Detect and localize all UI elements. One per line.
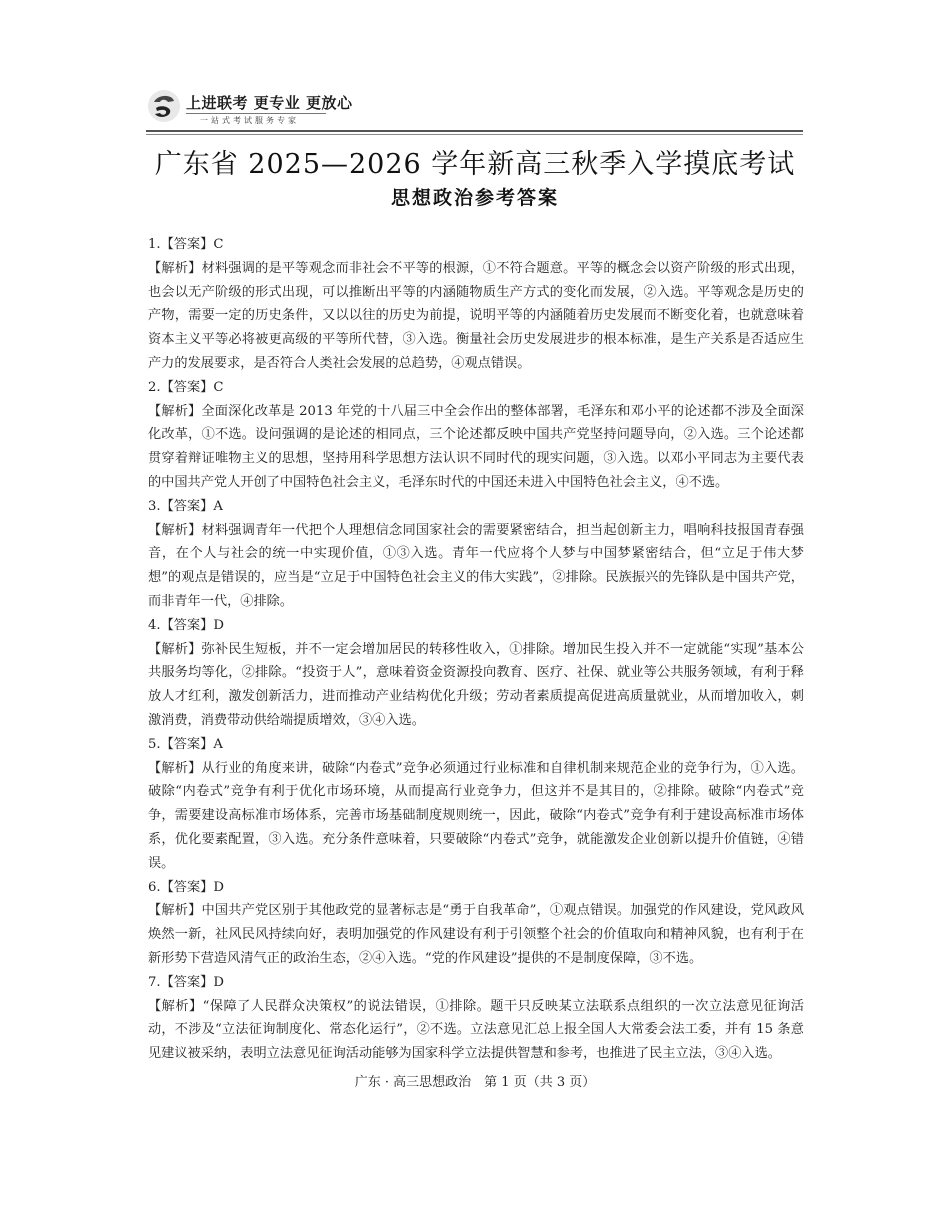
answer-key: 3.【答案】A (148, 498, 223, 514)
publisher-logo (146, 88, 466, 130)
answer-key: 6.【答案】D (148, 879, 224, 895)
answer-item-3 (148, 495, 804, 614)
header-rule (146, 130, 803, 132)
answer-analysis: 【解析】材料强调青年一代把个人理想信念同国家社会的需要紧密结合，担当起创新主力，唱响科技报国青春强音，在个人与社会的统一中实现价值，①③入选。青年一代应将个人梦与中国梦紧密结合，但“立足于伟大梦想”的观点是错误的，应当是“立足于中国特色社会主义的伟大实践”，②排除。民族振兴的先锋队是中国共产党，而非青年一代，④排除。 (148, 522, 804, 609)
answer-key: 1.【答案】C (148, 237, 224, 252)
publisher-tagline: 一站式考试服务专家 (200, 116, 299, 125)
answer-key: 4.【答案】D (148, 617, 224, 633)
answer-analysis: 【解析】“保障了人民群众决策权”的说法错误，①排除。题干只反映某立法联系点组织的一次立法意见征询活动，不涉及“立法征询制度化、常态化运行”，②不选。立法意见汇总上报全国人大常委会法工委，并有 15 条意见建议被采纳，表明立法意见征询活动能够为国家科学立法提供智慧和参考，也推进了民主立法，③④入选。 (148, 998, 804, 1062)
answer-analysis: 【解析】从行业的角度来讲，破除“内卷式”竞争必须通过行业标准和自律机制来规范企业的竞争行为，①入选。破除“内卷式”竞争有利于优化市场环境，从而提高行业竞争力，但这并不是其目的，②排除。破除“内卷式”竞争，需要建设高标准市场体系，完善市场基础制度规则统一，因此，破除“内卷式”竞争有利于建设高标准市场体系，优化要素配置，③入选。充分条件意味着，只要破除“内卷式”竞争，就能激发企业创新以提升价值链，④错误。 (148, 760, 804, 871)
answer-item-4 (148, 614, 804, 733)
answer-key: 5.【答案】A (148, 736, 223, 752)
answer-item-2 (148, 376, 804, 495)
exam-title: 广东省 2025—2026 学年新高三秋季入学摸底考试 (154, 149, 796, 180)
exam-subtitle: 思想政治参考答案 (390, 187, 559, 209)
answer-item-5 (148, 733, 804, 876)
answer-item-7 (148, 971, 804, 1066)
answer-key: 2.【答案】C (148, 379, 224, 395)
answer-analysis: 【解析】全面深化改革是 2013 年党的十八届三中全会作出的整体部署，毛泽东和邓小平的论述都不涉及全面深化改革，①不选。设问强调的是论述的相同点，三个论述都反映中国共产党坚持问题导向，②入选。三个论述都贯穿着辩证唯物主义的思想，坚持用科学思想方法认识不同时代的现实问题，③入选。以邓小平同志为主要代表的中国共产党人开创了中国特色社会主义，毛泽东时代的中国还未进入中国特色社会主义，④不选。 (148, 403, 804, 490)
page-footer: 广东 · 高三思想政治 第 1 页（共 3 页） (354, 1075, 596, 1090)
answer-list (148, 233, 804, 1066)
header-rule-thin (146, 134, 803, 135)
publisher-slogan: 上进联考 更专业 更放心 (186, 94, 353, 112)
logo-mark-icon (146, 88, 182, 124)
answer-key: 7.【答案】D (148, 974, 224, 990)
tagline-rule (186, 113, 326, 114)
answer-analysis: 【解析】材料强调的是平等观念而非社会不平等的根源，①不符合题意。平等的概念会以资产阶级的形式出现，也会以无产阶级的形式出现，可以推断出平等的内涵随物质生产方式的变化而发展，②入选。平等观念是历史的产物，需要一定的历史条件，又以以往的历史为前提，说明平等的内涵随着历史发展而不断变化着，也就意味着资本主义平等必将被更高级的平等所代替，③入选。衡量社会历史发展进步的根本标准，是生产关系是否适应生产力的发展要求，是否符合人类社会发展的总趋势，④观点错误。 (148, 260, 804, 371)
answer-analysis: 【解析】弥补民生短板，并不一定会增加居民的转移性收入，①排除。增加民生投入并不一定就能“实现”基本公共服务均等化，②排除。“投资于人”，意味着资金资源投向教育、医疗、社保、就业等公共服务领域，有利于释放人才红利，激发创新活力，进而推动产业结构优化升级；劳动者素质提高促进高质量就业，从而增加收入，刺激消费，消费带动供给端提质增效，③④入选。 (148, 641, 804, 728)
answer-item-1 (148, 233, 804, 376)
answer-analysis: 【解析】中国共产党区别于其他政党的显著标志是“勇于自我革命”，①观点错误。加强党的作风建设，党风政风焕然一新，社风民风持续向好，表明加强党的作风建设有利于引领整个社会的价值取向和精神风貌，也有利于在新形势下营造风清气正的政治生态，②④入选。“党的作风建设”提供的不是制度保障，③不选。 (148, 903, 804, 966)
answer-item-6 (148, 876, 804, 971)
